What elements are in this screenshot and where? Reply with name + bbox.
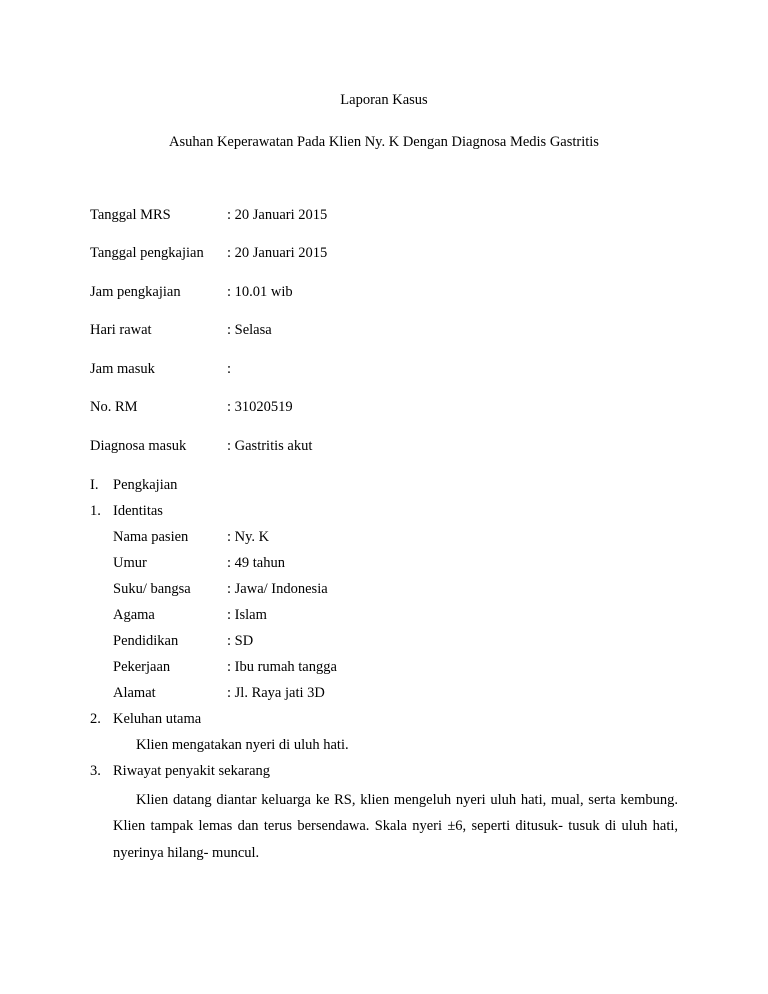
identitas-label-umur: Umur bbox=[113, 555, 147, 571]
identitas-value-pendidikan: : SD bbox=[227, 633, 254, 649]
identitas-value-pekerjaan: : Ibu rumah tangga bbox=[227, 659, 337, 675]
identitas-label-pekerjaan: Pekerjaan bbox=[113, 659, 171, 675]
field-value-tanggal-mrs: : 20 Januari 2015 bbox=[227, 207, 328, 223]
section-title: Pengkajian bbox=[113, 477, 178, 493]
field-value-tanggal-pengkajian: : 20 Januari 2015 bbox=[227, 245, 328, 261]
field-value-jam-pengkajian: : 10.01 wib bbox=[227, 284, 293, 300]
field-label-diagnosa-masuk: Diagnosa masuk bbox=[90, 438, 187, 454]
identitas-label-pendidikan: Pendidikan bbox=[113, 633, 179, 649]
item-title-identitas: Identitas bbox=[113, 503, 163, 519]
keluhan-utama-text: Klien mengatakan nyeri di uluh hati. bbox=[136, 737, 349, 753]
identitas-value-alamat: : Jl. Raya jati 3D bbox=[227, 685, 325, 701]
field-label-tanggal-pengkajian: Tanggal pengkajian bbox=[90, 245, 204, 261]
identitas-value-umur: : 49 tahun bbox=[227, 555, 285, 571]
identitas-value-suku: : Jawa/ Indonesia bbox=[227, 581, 328, 597]
identitas-label-suku: Suku/ bangsa bbox=[113, 581, 191, 597]
field-label-jam-masuk: Jam masuk bbox=[90, 361, 155, 377]
field-value-hari-rawat: : Selasa bbox=[227, 322, 272, 338]
item-number-keluhan: 2. bbox=[90, 711, 101, 727]
item-number-identitas: 1. bbox=[90, 503, 101, 519]
identitas-value-agama: : Islam bbox=[227, 607, 267, 623]
identitas-label-alamat: Alamat bbox=[113, 685, 156, 701]
field-label-no-rm: No. RM bbox=[90, 399, 138, 415]
document-subtitle: Asuhan Keperawatan Pada Klien Ny. K Dengan Diagnosa Medis Gastritis bbox=[169, 134, 599, 150]
field-label-jam-pengkajian: Jam pengkajian bbox=[90, 284, 181, 300]
section-number: I. bbox=[90, 477, 99, 493]
field-label-hari-rawat: Hari rawat bbox=[90, 322, 152, 338]
item-title-riwayat: Riwayat penyakit sekarang bbox=[113, 763, 271, 779]
field-value-diagnosa-masuk: : Gastritis akut bbox=[227, 438, 313, 454]
document-title: Laporan Kasus bbox=[340, 92, 428, 108]
identitas-value-nama: : Ny. K bbox=[227, 529, 270, 545]
field-value-jam-masuk: : bbox=[227, 361, 232, 377]
identitas-label-nama: Nama pasien bbox=[113, 529, 189, 545]
identitas-label-agama: Agama bbox=[113, 607, 155, 623]
field-label-tanggal-mrs: Tanggal MRS bbox=[90, 207, 171, 223]
field-value-no-rm: : 31020519 bbox=[227, 399, 293, 415]
riwayat-paragraph: Klien datang diantar keluarga ke RS, klien mengeluh nyeri uluh hati, mual, serta kembung. Klien tampak lemas dan terus bersendawa. Skala nyeri ±6, seperti ditusuk- tusuk di uluh hati, nyerinya hilang- muncul. bbox=[113, 792, 678, 861]
item-number-riwayat: 3. bbox=[90, 763, 101, 779]
item-title-keluhan: Keluhan utama bbox=[113, 711, 202, 727]
